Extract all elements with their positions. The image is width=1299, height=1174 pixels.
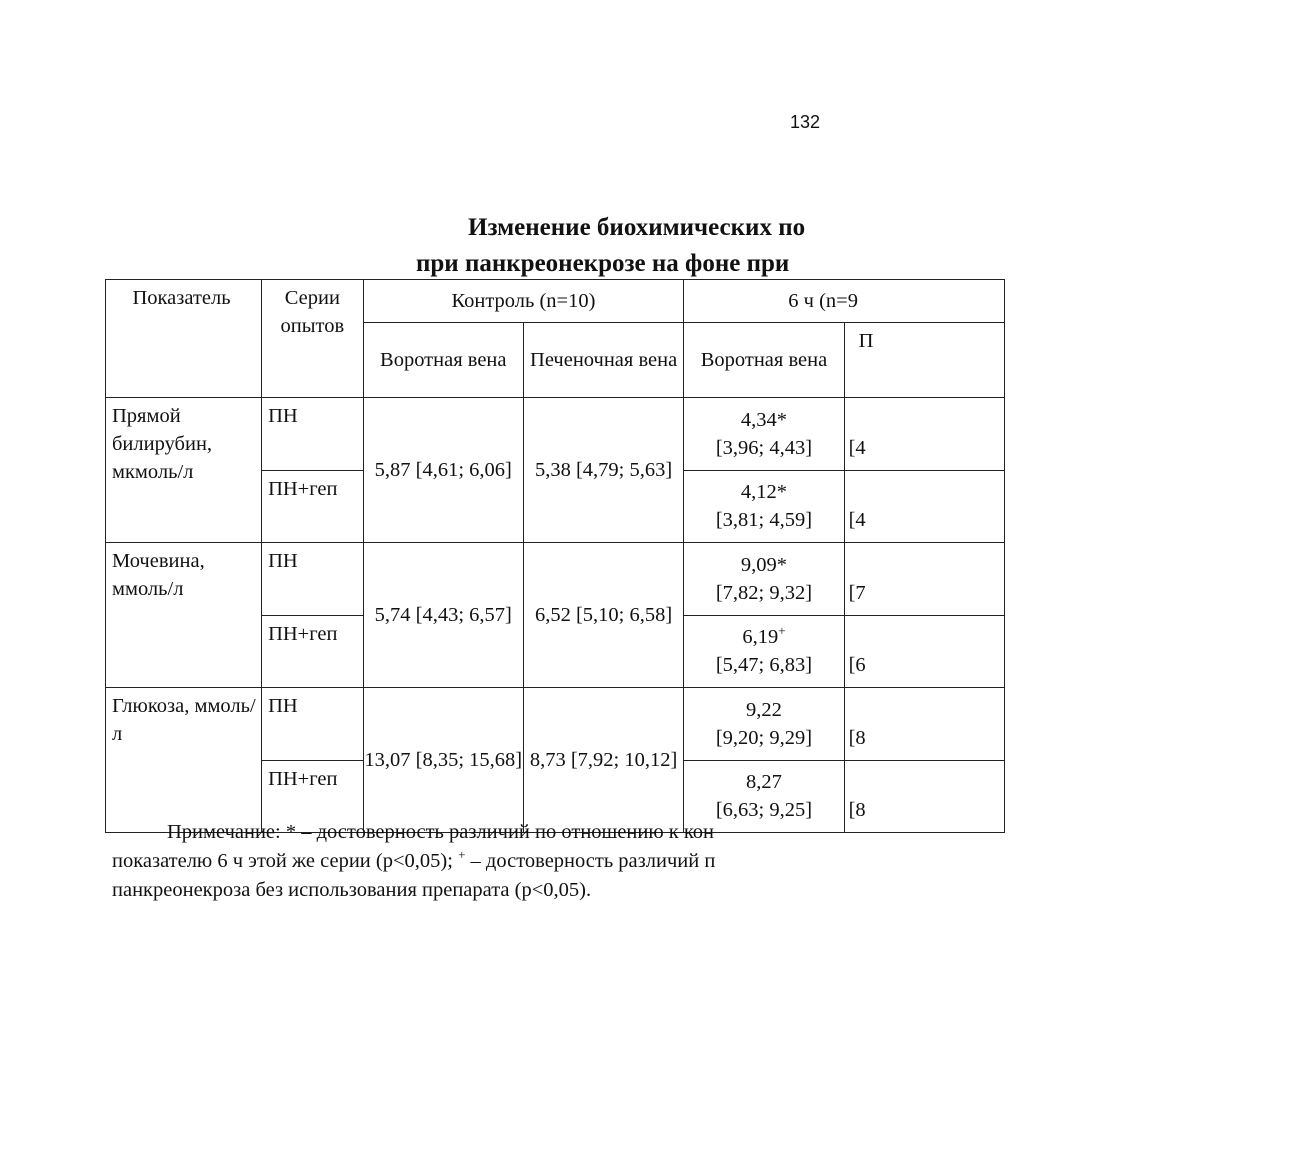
h6-portal-cell: 4,12* [3,81; 4,59] — [684, 470, 844, 543]
header-6h-truncated: П — [844, 323, 1004, 398]
header-6h-portal: Воротная вена — [684, 323, 844, 398]
note-line2: показателю 6 ч этой же серии (p<0,05); + – достоверность различий п — [112, 847, 716, 872]
h6-portal-cell: 9,22 [9,20; 9,29] — [684, 688, 844, 761]
indicator-cell: Мочевина, ммоль/л — [106, 543, 262, 688]
h6-truncated-cell: [8 — [844, 688, 1004, 761]
series-cell: ПН — [262, 398, 364, 471]
table-row — [106, 688, 1005, 761]
control-portal-cell: 5,74 [4,43; 6,57] — [363, 543, 523, 688]
header-indicator: Показатель — [106, 280, 262, 398]
table-title-line1: Изменение биохимических по — [468, 214, 806, 241]
header-control-hepatic: Печеночная вена — [523, 323, 683, 398]
series-cell: ПН+геп — [262, 470, 364, 543]
header-control-portal: Воротная вена — [363, 323, 523, 398]
indicator-cell: Прямой билирубин, мкмоль/л — [106, 398, 262, 543]
header-row-1 — [106, 280, 1005, 323]
h6-portal-cell: 4,34* [3,96; 4,43] — [684, 398, 844, 471]
h6-portal-cell: 6,19+ [5,47; 6,83] — [684, 615, 844, 688]
control-portal-cell: 5,87 [4,61; 6,06] — [363, 398, 523, 543]
control-portal-cell: 13,07 [8,35; 15,68] — [363, 688, 523, 833]
note-line1: Примечание: * – достоверность различий по отношению к кон — [167, 821, 715, 843]
control-hepatic-cell: 8,73 [7,92; 10,12] — [523, 688, 683, 833]
table-note — [112, 818, 872, 905]
indicator-cell: Глюкоза, ммоль/л — [106, 688, 262, 833]
h6-truncated-cell: [6 — [844, 615, 1004, 688]
page-number: 132 — [790, 112, 821, 132]
h6-truncated-cell: [4 — [844, 470, 1004, 543]
series-cell: ПН+геп — [262, 615, 364, 688]
data-table — [105, 279, 1005, 833]
h6-portal-cell: 8,27 [6,63; 9,25] — [684, 760, 844, 833]
control-hepatic-cell: 6,52 [5,10; 6,58] — [523, 543, 683, 688]
series-cell: ПН — [262, 688, 364, 761]
table-row — [106, 543, 1005, 616]
h6-truncated-cell: [4 — [844, 398, 1004, 471]
control-hepatic-cell: 5,38 [4,79; 5,63] — [523, 398, 683, 543]
header-series: Серии опытов — [262, 280, 364, 398]
series-cell: ПН+геп — [262, 760, 364, 833]
h6-truncated-cell: [8 — [844, 760, 1004, 833]
note-line3: панкреонекроза без использования препарата (p<0,05). — [112, 879, 592, 901]
table-row — [106, 398, 1005, 471]
h6-portal-cell: 9,09* [7,82; 9,32] — [684, 543, 844, 616]
table-title-line2: при панкреонекрозе на фоне при — [416, 250, 790, 277]
series-cell: ПН — [262, 543, 364, 616]
h6-truncated-cell: [7 — [844, 543, 1004, 616]
data-table-container — [105, 279, 874, 822]
header-control: Контроль (n=10) — [363, 280, 684, 323]
header-6h: 6 ч (n=9 — [684, 280, 1005, 323]
